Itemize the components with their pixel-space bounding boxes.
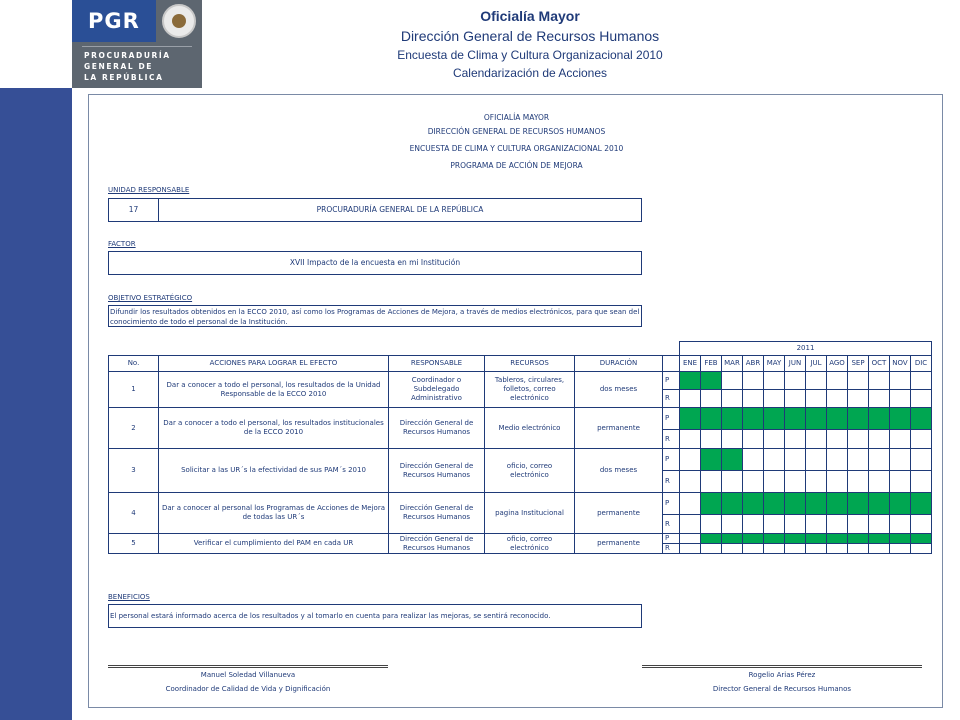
logo-org-line: LA REPÚBLICA [84,73,164,82]
row-number: 4 [109,493,159,534]
real-month-cell [680,515,701,534]
real-month-cell [848,471,869,493]
real-month-cell [785,430,806,449]
real-month-cell [785,471,806,493]
action-plan-document [88,94,943,708]
table-body [109,372,932,554]
planned-month-cell [722,534,743,544]
doc-title-2: DIRECCIÓN GENERAL DE RECURSOS HUMANOS [427,127,606,136]
real-month-cell [701,430,722,449]
planned-month-cell [827,493,848,515]
planned-month-cell [764,372,785,390]
row-action: Dar a conocer a todo el personal, los resultados de la Unidad Responsable de la ECCO 2010 [159,372,389,408]
planned-month-cell [890,493,911,515]
header-title-4: Calendarización de Acciones [452,66,608,80]
row-responsable: Dirección General de Recursos Humanos [389,449,485,493]
planned-month-cell [680,534,701,544]
signer-role-right: Director General de Recursos Humanos [712,685,852,693]
real-month-cell [701,390,722,408]
signer-name-left: Manuel Soledad Villanueva [200,671,296,679]
planned-month-cell [743,534,764,544]
real-month-cell [848,430,869,449]
real-month-cell [890,430,911,449]
month-header: DIC [911,356,932,372]
real-month-cell [827,390,848,408]
factor-label: FACTOR [108,240,136,248]
real-label: R [663,515,680,534]
header-title-3: Encuesta de Clima y Cultura Organizacional 2010 [397,48,663,62]
header-title-2: Dirección General de Recursos Humanos [400,28,660,44]
planned-month-cell [722,449,743,471]
planned-month-cell [764,534,785,544]
row-recursos: oficio, correo electrónico [485,449,575,493]
planned-month-cell [890,408,911,430]
real-month-cell [848,390,869,408]
real-month-cell [869,390,890,408]
planned-month-cell [701,449,722,471]
planned-month-cell [680,493,701,515]
real-month-cell [680,430,701,449]
row-responsable: Coordinador o Subdelegado Administrativo [389,372,485,408]
planned-month-cell [869,493,890,515]
col-recursos: RECURSOS [485,356,575,372]
unidad-label: UNIDAD RESPONSABLE [108,186,190,194]
row-number: 3 [109,449,159,493]
planned-month-cell [890,449,911,471]
signature-line-right [642,665,922,668]
month-header: JUN [785,356,806,372]
planned-month-cell [827,372,848,390]
planned-month-cell [827,534,848,544]
row-recursos: oficio, correo electrónico [485,534,575,554]
planned-label: P [663,372,680,390]
planned-month-cell [869,408,890,430]
national-seal-icon [162,4,196,38]
planned-label: P [663,449,680,471]
planned-month-cell [743,372,764,390]
unidad-number: 17 [109,199,159,221]
planned-month-cell [764,408,785,430]
planned-month-cell [806,493,827,515]
signer-name-right: Rogelio Arias Pérez [748,671,816,679]
row-responsable: Dirección General de Recursos Humanos [389,408,485,449]
planned-label: P [663,408,680,430]
planned-month-cell [890,372,911,390]
row-responsable: Dirección General de Recursos Humanos [389,493,485,534]
year-header: 2011 [680,342,932,356]
real-month-cell [722,390,743,408]
real-month-cell [869,430,890,449]
planned-month-cell [869,534,890,544]
real-month-cell [722,471,743,493]
row-duracion: permanente [575,493,663,534]
planned-month-cell [785,372,806,390]
real-month-cell [848,515,869,534]
doc-title-4: PROGRAMA DE ACCIÓN DE MEJORA [450,161,583,170]
planned-month-cell [806,534,827,544]
col-pr [663,356,680,372]
real-month-cell [764,515,785,534]
planned-month-cell [701,493,722,515]
planned-month-cell [701,372,722,390]
logo-divider [82,46,192,47]
planned-month-cell [743,493,764,515]
row-number: 5 [109,534,159,554]
month-header: FEB [701,356,722,372]
real-month-cell [911,430,932,449]
row-action: Solicitar a las UR´s la efectividad de sus PAM´s 2010 [159,449,389,493]
real-month-cell [722,544,743,554]
real-month-cell [785,390,806,408]
real-month-cell [701,471,722,493]
real-label: R [663,430,680,449]
row-recursos: Tableros, circulares, folletos, correo electrónico [485,372,575,408]
real-month-cell [890,515,911,534]
real-month-cell [848,544,869,554]
real-month-cell [764,430,785,449]
planned-month-cell [911,493,932,515]
real-month-cell [911,471,932,493]
real-label: R [663,471,680,493]
row-recursos: Medio electrónico [485,408,575,449]
planned-month-cell [743,449,764,471]
planned-month-cell [680,449,701,471]
month-header: AGO [827,356,848,372]
col-responsable: RESPONSABLE [389,356,485,372]
planned-month-cell [722,372,743,390]
planned-month-cell [869,372,890,390]
col-duracion: DURACIÓN [575,356,663,372]
objetivo-box: Difundir los resultados obtenidos en la ECCO 2010, así como los Programas de Acciones de Mejora, a través de medios electrónicos, para que sean del conocimiento de todo el personal de la Institución. [108,305,642,327]
planned-month-cell [806,408,827,430]
planned-month-cell [806,372,827,390]
planned-month-cell [785,449,806,471]
row-number: 1 [109,372,159,408]
real-month-cell [764,390,785,408]
page-header [202,6,858,82]
planned-month-cell [848,534,869,544]
signature-line-left [108,665,388,668]
real-month-cell [722,515,743,534]
row-duracion: permanente [575,408,663,449]
signer-role-left: Coordinador de Calidad de Vida y Dignificación [165,685,331,693]
month-header: ABR [743,356,764,372]
planned-month-cell [827,449,848,471]
table-spacer [109,342,680,356]
planned-month-cell [722,493,743,515]
col-acciones: ACCIONES PARA LOGRAR EL EFECTO [159,356,389,372]
actions-table [108,341,932,554]
objetivo-label: OBJETIVO ESTRATÉGICO [108,294,193,302]
real-month-cell [743,390,764,408]
beneficios-label: BENEFICIOS [108,593,150,601]
planned-month-cell [743,408,764,430]
real-month-cell [785,515,806,534]
planned-month-cell [764,449,785,471]
logo-acronym: PGR [88,9,140,33]
month-header: MAR [722,356,743,372]
real-month-cell [890,544,911,554]
planned-month-cell [785,534,806,544]
real-month-cell [701,544,722,554]
planned-month-cell [848,372,869,390]
real-label: R [663,390,680,408]
real-month-cell [743,515,764,534]
planned-month-cell [911,534,932,544]
real-month-cell [890,390,911,408]
planned-month-cell [680,408,701,430]
planned-label: P [663,534,680,544]
real-month-cell [806,430,827,449]
row-duracion: dos meses [575,372,663,408]
unidad-name: PROCURADURÍA GENERAL DE LA REPÚBLICA [316,205,484,214]
real-month-cell [827,544,848,554]
planned-month-cell [785,493,806,515]
real-month-cell [743,471,764,493]
real-month-cell [701,515,722,534]
planned-month-cell [827,408,848,430]
row-responsable: Dirección General de Recursos Humanos [389,534,485,554]
real-month-cell [869,515,890,534]
real-month-cell [764,544,785,554]
planned-month-cell [722,408,743,430]
real-month-cell [743,430,764,449]
row-action: Dar a conocer al personal los Programas de Acciones de Mejora de todas las UR´s [159,493,389,534]
beneficios-box: El personal estará informado acerca de los resultados y al tomarlo en cuenta para realizar las mejoras, se sentirá reconocido. [108,604,642,628]
real-month-cell [827,471,848,493]
table-row [109,408,932,430]
real-month-cell [911,390,932,408]
planned-month-cell [701,534,722,544]
real-month-cell [722,430,743,449]
row-action: Verificar el cumplimiento del PAM en cada UR [159,534,389,554]
real-month-cell [827,515,848,534]
row-recursos: pagina Institucional [485,493,575,534]
month-header: ENE [680,356,701,372]
planned-month-cell [869,449,890,471]
row-number: 2 [109,408,159,449]
real-month-cell [806,471,827,493]
doc-title-3: ENCUESTA DE CLIMA Y CULTURA ORGANIZACIONAL 2010 [409,144,624,153]
doc-title-1: OFICIALÍA MAYOR [483,113,550,122]
real-month-cell [869,544,890,554]
real-month-cell [680,390,701,408]
planned-month-cell [806,449,827,471]
row-action: Dar a conocer a todo el personal, los resultados institucionales de la ECCO 2010 [159,408,389,449]
real-month-cell [911,544,932,554]
real-month-cell [785,544,806,554]
planned-month-cell [764,493,785,515]
table-row [109,372,932,390]
month-header: NOV [890,356,911,372]
factor-box: XVII Impacto de la encuesta en mi Institución [108,251,642,275]
month-header: MAY [764,356,785,372]
real-month-cell [806,544,827,554]
table-row [109,534,932,544]
real-month-cell [890,471,911,493]
month-header: OCT [869,356,890,372]
pgr-logo [72,0,202,88]
month-header: SEP [848,356,869,372]
real-month-cell [743,544,764,554]
planned-label: P [663,493,680,515]
unidad-box [108,198,642,222]
real-month-cell [869,471,890,493]
month-header: JUL [806,356,827,372]
real-month-cell [764,471,785,493]
header-title-1: Oficialía Mayor [480,8,580,24]
planned-month-cell [890,534,911,544]
table-header-row [109,356,932,372]
planned-month-cell [911,408,932,430]
row-duracion: permanente [575,534,663,554]
row-duracion: dos meses [575,449,663,493]
planned-month-cell [785,408,806,430]
planned-month-cell [680,372,701,390]
col-no: No. [109,356,159,372]
planned-month-cell [911,449,932,471]
planned-month-cell [848,408,869,430]
planned-month-cell [701,408,722,430]
logo-org-name [84,50,171,83]
real-month-cell [680,471,701,493]
table-row [109,493,932,515]
logo-org-line: GENERAL DE [84,62,153,71]
real-label: R [663,544,680,554]
real-month-cell [806,390,827,408]
real-month-cell [911,515,932,534]
planned-month-cell [848,493,869,515]
table-row [109,449,932,471]
planned-month-cell [848,449,869,471]
real-month-cell [806,515,827,534]
logo-org-line: PROCURADURÍA [84,51,171,60]
real-month-cell [827,430,848,449]
planned-month-cell [911,372,932,390]
real-month-cell [680,544,701,554]
left-decorative-bar [0,88,72,720]
